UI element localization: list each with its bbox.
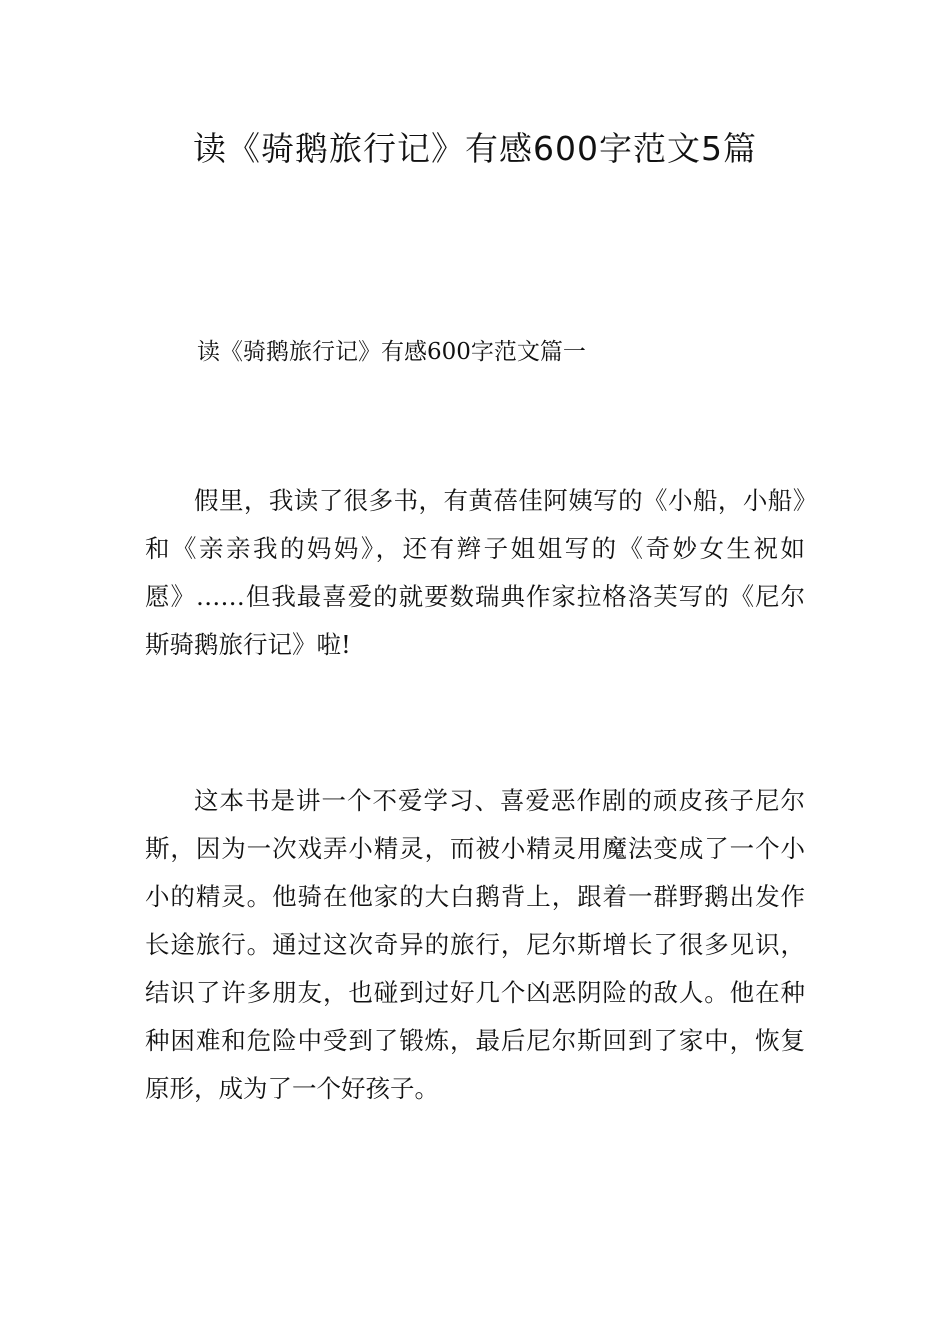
body-paragraph-2: 这本书是讲一个不爱学习、喜爱恶作剧的顽皮孩子尼尔斯，因为一次戏弄小精灵，而被小精灵用魔法变成了一个小小的精灵。他骑在他家的大白鹅背上，跟着一群野鹅出发作长途旅行。通过这次奇异的旅行，尼尔斯增长了很多见识，结识了许多朋友，也碰到过好几个凶恶阴险的敌人。他在种种困难和危险中受到了锻炼，最后尼尔斯回到了家中，恢复原形，成为了一个好孩子。 — [145, 786, 805, 1103]
document-title: 读《骑鹅旅行记》有感600字范文5篇 — [193, 129, 757, 168]
section-heading: 读《骑鹅旅行记》有感600字范文篇一 — [197, 339, 586, 365]
body-paragraph-1: 假里，我读了很多书，有黄蓓佳阿姨写的《小船，小船》和《亲亲我的妈妈》，还有辫子姐姐写的《奇妙女生祝如愿》……但我最喜爱的就要数瑞典作家拉格洛芙写的《尼尔斯骑鹅旅行记》啦! — [145, 486, 805, 659]
